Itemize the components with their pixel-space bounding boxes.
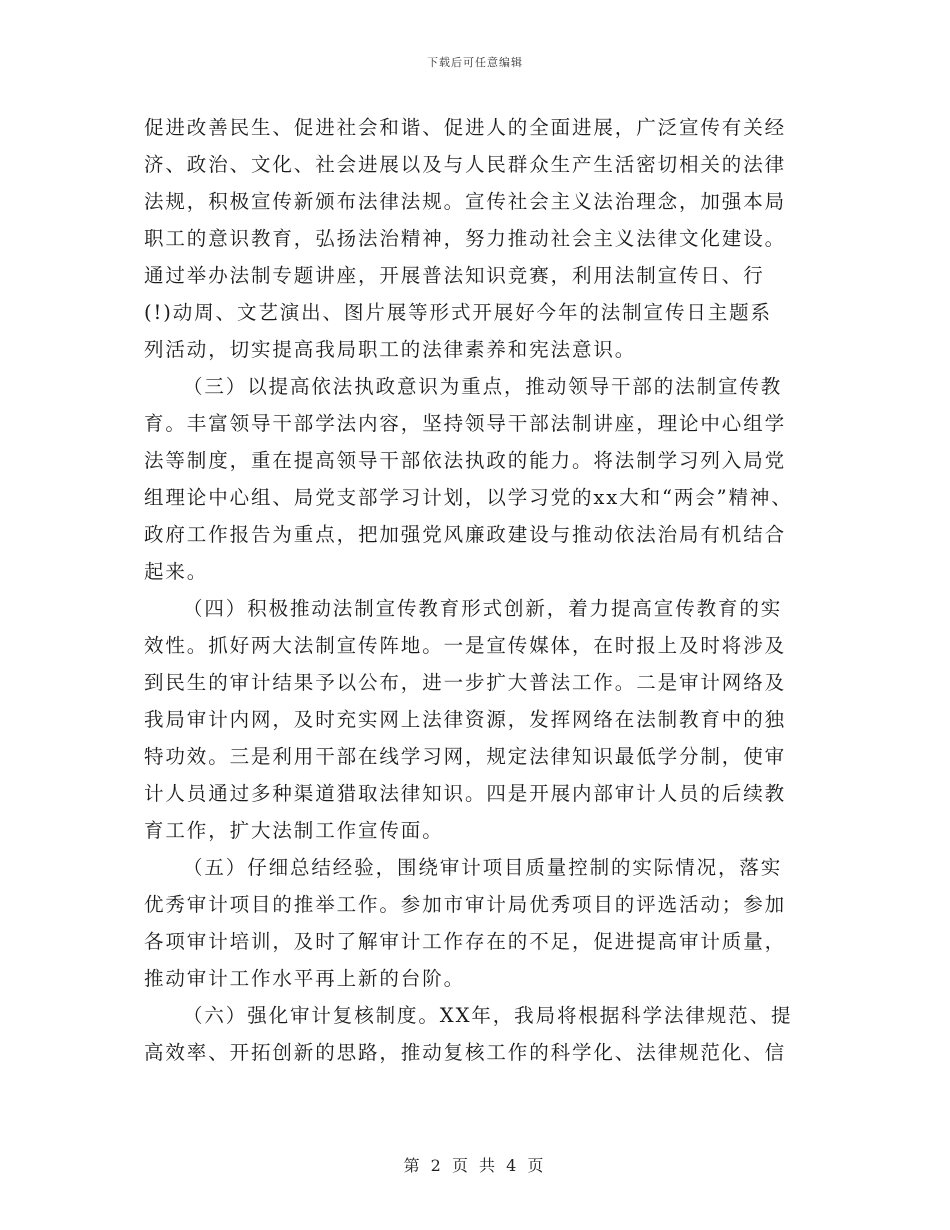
document-body bbox=[144, 109, 814, 1071]
body-line: 优秀审计项目的推举工作。参加市审计局优秀项目的评选活动；参加 bbox=[144, 893, 787, 916]
body-line: (!)动周、文艺演出、图片展等形式开展好今年的法制宣传日主题系 bbox=[144, 301, 772, 324]
body-line: 特功效。三是利用干部在线学习网，规定法律知识最低学分制，使审 bbox=[144, 745, 787, 768]
body-line: 通过举办法制专题讲座，开展普法知识竞赛，利用法制宣传日、行 bbox=[144, 264, 765, 287]
body-line: 高效率、开拓创新的思路，推动复核工作的科学化、法律规范化、信 bbox=[144, 1041, 787, 1064]
body-line: 起来。 bbox=[144, 560, 209, 583]
body-line: 职工的意识教育，弘扬法治精神，努力推动社会主义法律文化建设。 bbox=[144, 227, 787, 250]
body-line: 推动审计工作水平再上新的台阶。 bbox=[144, 967, 466, 990]
paragraph-start-line: （五）仔细总结经验，围绕审计项目质量控制的实际情况，落实 bbox=[183, 856, 783, 879]
body-line: 我局审计内网，及时充实网上法律资源，发挥网络在法制教育中的独 bbox=[144, 708, 787, 731]
body-line: 各项审计培训，及时了解审计工作存在的不足，促进提高审计质量， bbox=[144, 930, 787, 953]
body-line: 计人员通过多种渠道猎取法律知识。四是开展内部审计人员的后续教 bbox=[144, 782, 787, 805]
body-line: 法规，积极宣传新颁布法律法规。宣传社会主义法治理念，加强本局 bbox=[144, 190, 787, 213]
body-line: 组理论中心组、局党支部学习计划，以学习党的xx大和“两会”精神、 bbox=[144, 486, 793, 509]
body-line: 促进改善民生、促进社会和谐、促进人的全面进展，广泛宣传有关经 bbox=[144, 116, 787, 139]
body-line: 效性。抓好两大法制宣传阵地。一是宣传媒体，在时报上及时将涉及 bbox=[144, 634, 787, 657]
body-line: 列活动，切实提高我局职工的法律素养和宪法意识。 bbox=[144, 338, 637, 361]
body-line: 法等制度，重在提高领导干部依法执政的能力。将法制学习列入局党 bbox=[144, 449, 787, 472]
paragraph-start-line: （三）以提高依法执政意识为重点，推动领导干部的法制宣传教 bbox=[183, 375, 783, 398]
body-line: 济、政治、文化、社会进展以及与人民群众生产生活密切相关的法律 bbox=[144, 153, 787, 176]
body-line: 育。丰富领导干部学法内容，坚持领导干部法制讲座，理论中心组学 bbox=[144, 412, 787, 435]
body-line: 到民生的审计结果予以公布，进一步扩大普法工作。二是审计网络及 bbox=[144, 671, 787, 694]
paragraph-start-line: （四）积极推动法制宣传教育形式创新，着力提高宣传教育的实 bbox=[183, 597, 783, 620]
page-header-note: 下载后可任意编辑 bbox=[427, 56, 523, 69]
body-line: 育工作，扩大法制工作宣传面。 bbox=[144, 819, 444, 842]
page-number-footer: 第 2 页 共 4 页 bbox=[403, 1156, 547, 1175]
paragraph-start-line: （六）强化审计复核制度。XX年，我局将根据科学法律规范、提 bbox=[183, 1004, 793, 1027]
body-line: 政府工作报告为重点，把加强党风廉政建设与推动依法治局有机结合 bbox=[144, 523, 787, 546]
